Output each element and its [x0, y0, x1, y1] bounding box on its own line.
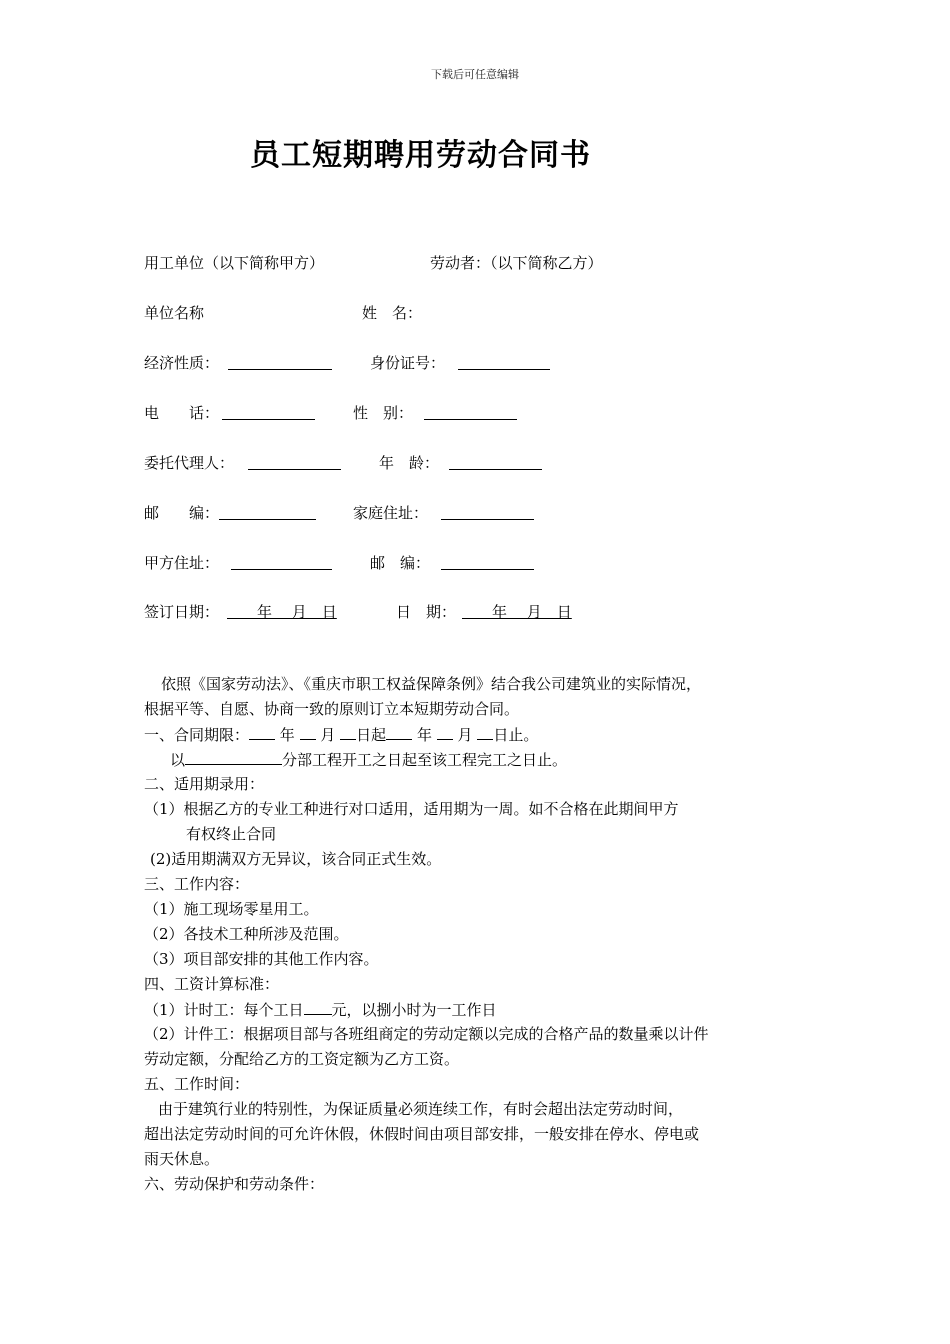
section-1-line-2: [144, 747, 784, 772]
section-3-item-1: （1）施工现场零星用工。: [144, 900, 319, 918]
economic-nature-label: 经济性质：: [144, 354, 220, 372]
s1-line2-prefix: 以: [170, 751, 186, 769]
page-title: 员工短期聘用劳动合同书: [250, 138, 591, 173]
s1-label: 一、合同期限：: [144, 726, 250, 744]
s1-month: 月: [320, 726, 336, 744]
s4-item1-suffix: 元，以捌小时为一工作日: [331, 1001, 497, 1019]
phone-field[interactable]: [222, 419, 315, 420]
id-number-field[interactable]: [458, 369, 550, 370]
s1-year-2: 年: [416, 726, 432, 744]
contract-body: [144, 672, 784, 1197]
unit-name-row: [144, 302, 844, 324]
intro-line-2: 根据平等、自愿、协商一致的原则订立本短期劳动合同。: [144, 700, 520, 718]
agent-label: 委托代理人：: [144, 454, 235, 472]
postcode-label: 邮 编：: [144, 504, 220, 522]
s1-end-day-blank[interactable]: [477, 722, 493, 740]
section-3-heading: 三、工作内容：: [144, 875, 250, 893]
parties-row: [144, 252, 844, 274]
s1-line2-text: 分部工程开工之日起至该工程完工之日止。: [282, 751, 568, 769]
section-5-line-1: 由于建筑行业的特别性，为保证质量必须连续工作，有时会超出法定劳动时间，: [158, 1100, 684, 1118]
section-4-heading: 四、工资计算标准：: [144, 975, 280, 993]
s4-item1-prefix: （1）计时工：每个工日: [144, 1001, 304, 1019]
section-4-item-2-cont: 劳动定额，分配给乙方的工资定额为乙方工资。: [144, 1050, 460, 1068]
section-2-item-1: （1）根据乙方的专业工种进行对口适用，适用期为一周。如不合格在此期间甲方: [144, 800, 679, 818]
date-row: [144, 601, 844, 623]
section-2-item-1-cont: 有权终止合同: [186, 825, 277, 843]
phone-label: 电 话：: [144, 404, 220, 422]
section-2-heading: 二、适用期录用：: [144, 775, 265, 793]
s1-end-month-blank[interactable]: [437, 722, 453, 740]
unit-name-label: 单位名称: [144, 304, 205, 322]
section-1-term: [144, 722, 784, 747]
s1-day-end: 日止。: [493, 726, 539, 744]
date-field[interactable]: 年 月 日: [462, 603, 572, 621]
s1-start-day-blank[interactable]: [340, 722, 356, 740]
s1-day-start: 日起: [356, 726, 387, 744]
sign-date-label: 签订日期：: [144, 603, 220, 621]
sign-date-field[interactable]: 年 月 日: [227, 603, 337, 621]
intro-line-1: 依照《国家劳动法》、《重庆市职工权益保障条例》结合我公司建筑业的实际情况，: [161, 675, 702, 693]
employer-address-label: 甲方住址：: [144, 554, 220, 572]
employer-address-row: [144, 552, 844, 574]
economic-row: [144, 352, 844, 374]
section-6-heading: 六、劳动保护和劳动条件：: [144, 1175, 325, 1193]
postcode-row: [144, 502, 844, 524]
postcode2-field[interactable]: [441, 569, 534, 570]
postcode-field[interactable]: [219, 519, 316, 520]
home-address-label: 家庭住址：: [353, 504, 429, 522]
s4-daily-wage-blank[interactable]: [304, 997, 332, 1015]
gender-field[interactable]: [424, 419, 517, 420]
s1-year: 年: [279, 726, 295, 744]
gender-label: 性 别：: [353, 404, 414, 422]
name-label: 姓 名：: [362, 304, 423, 322]
age-field[interactable]: [449, 469, 542, 470]
section-2-item-2: (2)适用期满双方无异议，该合同正式生效。: [150, 850, 442, 868]
section-3-item-3: （3）项目部安排的其他工作内容。: [144, 950, 379, 968]
employer-address-field[interactable]: [231, 569, 332, 570]
section-5-line-3: 雨天休息。: [144, 1150, 220, 1168]
section-5-line-2: 超出法定劳动时间的可允许休假，休假时间由项目部安排，一般安排在停水、停电或: [144, 1125, 700, 1143]
section-3-item-2: （2）各技术工种所涉及范围。: [144, 925, 349, 943]
section-4-item-1: [144, 997, 784, 1022]
agent-row: [144, 452, 844, 474]
s1-month-2: 月: [457, 726, 473, 744]
age-label: 年 龄：: [379, 454, 440, 472]
section-5-heading: 五、工作时间：: [144, 1075, 250, 1093]
header-note: 下载后可任意编辑: [431, 68, 519, 81]
economic-nature-field[interactable]: [228, 369, 332, 370]
worker-label: 劳动者：（以下简称乙方）: [430, 254, 603, 272]
phone-row: [144, 402, 844, 424]
home-address-field[interactable]: [441, 519, 534, 520]
id-number-label: 身份证号：: [370, 354, 446, 372]
s1-start-year-blank[interactable]: [249, 722, 275, 740]
postcode2-label: 邮 编：: [370, 554, 431, 572]
section-4-item-2: （2）计件工：根据项目部与各班组商定的劳动定额以完成的合格产品的数量乘以计件: [144, 1025, 709, 1043]
date-label: 日 期：: [396, 603, 457, 621]
s1-end-year-blank[interactable]: [386, 722, 412, 740]
agent-field[interactable]: [248, 469, 341, 470]
employer-label: 用工单位（以下简称甲方）: [144, 254, 325, 272]
s1-project-blank[interactable]: [185, 747, 282, 765]
s1-start-month-blank[interactable]: [300, 722, 316, 740]
